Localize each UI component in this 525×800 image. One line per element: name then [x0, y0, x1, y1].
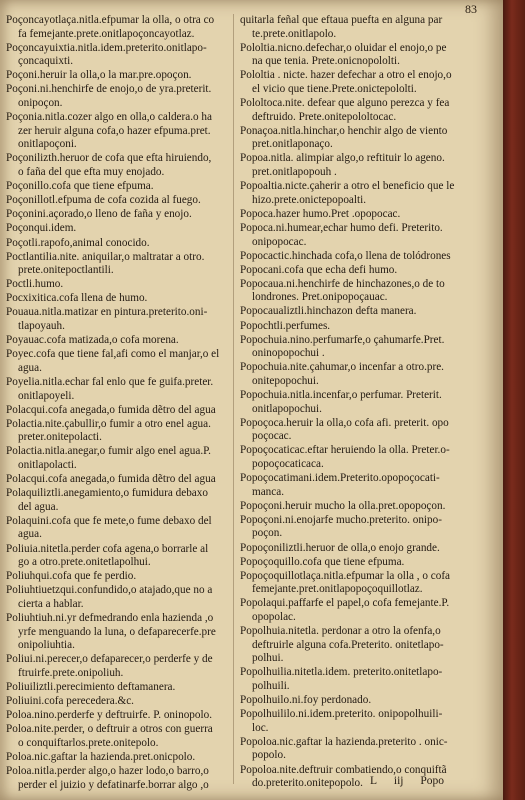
entry-continuation: polhuili. — [252, 680, 290, 692]
dictionary-entry — [240, 14, 502, 41]
entry-continuation: opopolac. — [252, 611, 296, 624]
dictionary-entry — [240, 444, 502, 471]
dictionary-entry — [6, 278, 232, 292]
dictionary-entry — [240, 250, 502, 264]
entry-continuation: onitlapolacti. — [18, 459, 77, 471]
entry-headline: Polaquiliztli.anegamiento,o fumidura debaxo — [6, 487, 208, 500]
entry-headline: Popoçocaticac.eftar heruiendo la olla. Preter.o- — [240, 444, 450, 457]
entry-continuation: cierta a hablar. — [18, 597, 84, 610]
dictionary-entry — [240, 542, 502, 556]
dictionary-entry — [6, 348, 232, 375]
entry-continuation: onitepopochui. — [252, 374, 319, 387]
entry-headline: Polaquini.cofa que fe mete,o fume debaxo del — [6, 514, 212, 527]
dictionary-entry — [6, 334, 232, 348]
entry-continuation: el vicio que tiene.Prete.onictepololti. — [252, 82, 417, 95]
dictionary-entry — [240, 417, 502, 444]
entry-headline: Popocactic.hinchada cofa,o llena de tolódrones — [240, 249, 451, 262]
entry-headline: Poloa.nic.gaftar la hazienda.pret.onicpolo. — [6, 750, 196, 763]
entry-headline: Popoçoca.heruir la olla,o cofa afi. preterit. opo — [240, 416, 449, 429]
dictionary-entry — [6, 111, 232, 152]
dictionary-entry — [6, 376, 232, 403]
entry-continuation: pret.onitlapopouh . — [252, 166, 337, 179]
entry-continuation: deftruido. Prete.onitepololtocac. — [252, 110, 397, 123]
entry-continuation: o conquiftarlos.prete.onitepolo. — [18, 736, 159, 749]
entry-continuation: yrfe menguando la luna, o defaparecerfe.pre — [18, 625, 216, 638]
right-column — [240, 14, 502, 791]
dictionary-entry — [6, 695, 232, 709]
dictionary-entry — [6, 584, 232, 611]
dictionary-entry — [6, 292, 232, 306]
entry-headline: Popolaqui.paffarfe el papel,o cofa femejante.P. — [240, 597, 450, 610]
entry-headline: Poyec.cofa que tiene fal,afi como el manjar,o el — [6, 348, 220, 361]
entry-headline: Popochuia.nitla.incenfar,o perfumar. Preterit. — [240, 389, 442, 402]
dictionary-entry — [6, 751, 232, 765]
dictionary-entry — [240, 736, 502, 763]
entry-headline: Poliuini.cofa perecedera.&c. — [6, 695, 134, 708]
entry-continuation: ftruirfe.prete.onipoliuh. — [18, 666, 124, 679]
entry-headline: Poliuiliztli.perecimiento deftamanera. — [6, 681, 176, 693]
entry-continuation: preter.onitepolacti. — [18, 431, 102, 444]
entry-headline: Popochtli.perfumes. — [240, 319, 331, 332]
entry-headline: Poliuhqui.cofa que fe perdio. — [6, 570, 137, 583]
entry-headline: Ponaçoa.nitla.hinchar,o henchir algo de viento — [240, 124, 448, 137]
dictionary-entry — [240, 361, 502, 388]
entry-headline: Popocaua.ni.henchirfe de hinchazones,o de to — [240, 277, 445, 290]
dictionary-entry — [240, 334, 502, 361]
dictionary-entry — [240, 152, 502, 179]
dictionary-entry — [240, 278, 502, 305]
entry-headline: Popolhuilo.ni.foy perdonado. — [240, 694, 372, 707]
entry-headline: Poçoni.ni.henchirfe de enojo,o de yra.preterit. — [6, 83, 212, 96]
entry-continuation: onipoçon. — [18, 97, 63, 110]
dictionary-entry — [240, 97, 502, 124]
entry-continuation: o faña del que efta muy enojado. — [18, 166, 165, 179]
entry-continuation: go a otro.prete.onitetlapolhui. — [18, 556, 151, 569]
dictionary-entry — [240, 208, 502, 222]
entry-headline: Pocxixitica.cofa llena de humo. — [6, 292, 148, 305]
entry-headline: Popoca.hazer humo.Pret .opopocac. — [240, 207, 401, 220]
dictionary-entry — [6, 487, 232, 514]
dictionary-entry — [240, 514, 502, 541]
entry-headline: Pololtia.nicno.defechar,o oluidar el enojo,o pe — [240, 41, 447, 54]
dictionary-entry — [6, 42, 232, 69]
dictionary-entry — [240, 625, 502, 666]
dictionary-entry — [240, 69, 502, 96]
entry-headline: Poloa.nino.perderfe y deftruirfe. P. oninopolo. — [6, 709, 212, 722]
entry-headline: Poctli.humo. — [6, 278, 64, 291]
entry-headline: Popolhuilia.nitetla.idem. preterito.onitetlapo- — [240, 666, 443, 679]
dictionary-entry — [6, 306, 232, 333]
entry-continuation: onipoliuhtia. — [18, 639, 75, 652]
dictionary-entry — [240, 389, 502, 416]
entry-continuation: tlapoyauh. — [18, 320, 65, 333]
entry-headline: Pouaua.nitla.matizar en pintura.preterito.oni- — [6, 306, 208, 319]
entry-headline: Poçonini.açorado,o lleno de faña y enojo. — [6, 208, 192, 221]
entry-headline: Popoçoni.heruir mucho la olla.pret.opopoçon. — [240, 499, 446, 512]
dictionary-entry — [240, 180, 502, 207]
entry-headline: Popochuia.nite.çahumar,o incenfar a otro.pre. — [240, 361, 444, 374]
entry-headline: Popoçoni.ni.enojarfe mucho.preterito. onipo- — [240, 513, 442, 526]
dictionary-entry — [6, 709, 232, 723]
entry-headline: Poçotli.rapofo,animal conocido. — [6, 236, 150, 249]
entry-headline: Poloa.nite.perder, o deftruir a otros con guerra — [6, 723, 213, 736]
entry-headline: Poçonilizth.heruor de cofa que efta hiruiendo, — [6, 152, 212, 165]
dictionary-entry — [240, 666, 502, 693]
dictionary-entry — [6, 515, 232, 542]
entry-headline: quitarla feñal que eftaua puefta en alguna par — [240, 14, 443, 26]
dictionary-entry — [240, 570, 502, 597]
entry-headline: Popoloa.nic.gaftar la hazienda.preterito . onic- — [240, 735, 448, 748]
entry-headline: Poçoncayotlaça.nitla.efpumar la olla, o otra co — [6, 14, 215, 26]
entry-continuation: çoncaquixti. — [18, 55, 73, 68]
dictionary-entry — [240, 264, 502, 278]
dictionary-entry — [240, 597, 502, 624]
entry-headline: Popocaualiztli.hinchazon defta manera. — [240, 305, 417, 318]
entry-headline: Poçonillotl.efpuma de cofa cozida al fuego. — [6, 194, 201, 207]
dictionary-entry — [240, 556, 502, 570]
dictionary-entry — [6, 180, 232, 194]
page-footer — [370, 775, 500, 787]
entry-headline: Poctlantilia.nite. aniquilar,o maltratar a otro. — [6, 250, 205, 263]
entry-headline: Poçonillo.cofa que tiene efpuma. — [6, 180, 154, 193]
entry-continuation: oninopopochui . — [252, 347, 325, 360]
dictionary-entry — [6, 14, 232, 41]
entry-continuation: hizo.prete.onictepopoalti. — [252, 193, 367, 206]
entry-continuation: perder el juizio y defatinarfe.borrar algo ,o — [18, 778, 209, 791]
entry-headline: Popoçoquillo.cofa que tiene efpuma. — [240, 555, 405, 568]
entry-headline: Poloa.nitla.perder algo,o hazer lodo,o barro,o — [6, 765, 209, 778]
entry-continuation: fa femejante.prete.onitlapoçoncayotlaz. — [18, 27, 195, 40]
entry-headline: Popoaltia.nicte.çaherir a otro el beneficio que le — [240, 180, 455, 193]
entry-headline: Polacqui.cofa anegada,o fumida dẽtro del agua — [6, 403, 216, 416]
entry-continuation: deftruirle alguna cofa.Preterito. onitetlapo- — [252, 638, 444, 651]
page-number: 83 — [465, 2, 477, 16]
dictionary-entry — [6, 69, 232, 83]
dictionary-entry — [6, 237, 232, 251]
entry-headline: Poçonqui.idem. — [6, 222, 77, 235]
entry-headline: Popoloa.nite.deftruir combatiendo,o conquiftã — [240, 763, 447, 776]
dictionary-entry — [6, 208, 232, 222]
entry-continuation: agua. — [18, 361, 42, 374]
dictionary-entry — [240, 500, 502, 514]
left-column — [6, 14, 232, 793]
entry-continuation: do.preterito.onitepopolo. — [252, 777, 363, 790]
entry-headline: Popolhuililo.ni.idem.preterito. onipopolhuili- — [240, 708, 443, 721]
dictionary-entry — [240, 222, 502, 249]
entry-continuation: femejante.pret.onitlapopoçoquillotlaz. — [252, 583, 423, 596]
dictionary-entry — [240, 125, 502, 152]
dictionary-entry — [240, 305, 502, 319]
dictionary-entry — [6, 418, 232, 445]
dictionary-entry — [240, 694, 502, 708]
entry-continuation: manca. — [252, 485, 284, 498]
entry-continuation: popolo. — [252, 749, 286, 762]
dictionary-entry — [6, 653, 232, 680]
dictionary-entry — [6, 473, 232, 487]
dictionary-entry — [240, 708, 502, 735]
entry-headline: Pololtia . nicte. hazer defechar a otro el enojo,o — [240, 69, 452, 82]
dictionary-entry — [6, 222, 232, 236]
dictionary-entry — [6, 152, 232, 179]
entry-headline: Popochuia.nino.perfumarfe,o çahumarfe.Pret. — [240, 333, 445, 346]
entry-headline: Popoçoniliztli.heruor de olla,o enojo grande. — [240, 541, 440, 554]
dictionary-entry — [6, 681, 232, 695]
entry-continuation: popoçocaticaca. — [252, 458, 324, 470]
dictionary-entry — [6, 83, 232, 110]
entry-headline: Popoca.ni.humear,echar humo defi. Preterito. — [240, 221, 443, 234]
entry-headline: Popocani.cofa que echa defi humo. — [240, 263, 398, 276]
dictionary-entry — [240, 320, 502, 334]
catchword: Popo — [420, 775, 445, 787]
entry-continuation: poçocac. — [252, 430, 292, 443]
entry-headline: Popoçoquillotlaça.nitla.efpumar la olla , o cofa — [240, 569, 451, 582]
entry-continuation: del agua. — [18, 500, 59, 513]
entry-continuation: onipopocac. — [252, 235, 307, 248]
entry-headline: Poliuhtiuetzqui.confundido,o atajado,que no a — [6, 584, 213, 597]
entry-headline: Poliui.ni.perecer,o defaparecer,o perderfe y de — [6, 653, 213, 666]
entry-headline: Poçonia.nitla.cozer algo en olla,o caldera.o ha — [6, 111, 212, 124]
book-spine — [503, 0, 525, 800]
dictionary-entry — [6, 194, 232, 208]
entry-continuation: onitlapoyeli. — [18, 389, 75, 402]
dictionary-entry — [6, 404, 232, 418]
entry-headline: Popoçocatimani.idem.Preterito.opopoçocati- — [240, 472, 440, 485]
signature-letter: L — [370, 775, 378, 787]
entry-headline: Poyelia.nitla.echar fal enlo que fe guifa.preter. — [6, 375, 214, 388]
entry-headline: Polactia.nite.çabullir,o fumir a otro enel agua. — [6, 417, 211, 430]
dictionary-entry — [6, 445, 232, 472]
entry-continuation: te.prete.onitlapolo. — [252, 27, 337, 40]
dictionary-entry — [240, 472, 502, 499]
entry-headline: Poliuia.nitetla.perder cofa agena,o borrarle al — [6, 542, 209, 555]
entry-continuation: onitlapopochui. — [252, 402, 322, 415]
entry-continuation: polhui. — [252, 652, 284, 665]
entry-continuation: na que tenia. Prete.onicnopololti. — [252, 55, 400, 68]
entry-headline: Polactia.nitla.anegar,o fumir algo enel agua.P. — [6, 445, 211, 458]
entry-headline: Poliuhtiuh.ni.yr defmedrando enla hazienda ,o — [6, 612, 214, 625]
entry-headline: Popolhuia.nitetla. perdonar a otro la ofenfa,o — [240, 625, 441, 638]
entry-headline: Poyauac.cofa matizada,o cofa morena. — [6, 334, 179, 347]
entry-headline: Poçoncayuixtia.nitla.idem.preterito.onitlapo- — [6, 41, 207, 54]
entry-headline: Popoa.nitla. alimpiar algo,o reftituir lo ageno. — [240, 152, 445, 165]
dictionary-entry — [6, 612, 232, 653]
entry-headline: Polacqui.cofa anegada,o fumida dẽtro del agua — [6, 473, 216, 486]
entry-continuation: loc. — [252, 721, 269, 734]
entry-continuation: zer heruir alguna cofa,o hazer efpuma.pret. — [18, 124, 211, 137]
entry-continuation: agua. — [18, 528, 42, 541]
entry-continuation: onitlapoçoni. — [18, 138, 77, 151]
signature-number: iij — [393, 775, 404, 787]
dictionary-entry — [240, 42, 502, 69]
entry-continuation: poçon. — [252, 527, 283, 540]
dictionary-entry — [6, 543, 232, 570]
entry-continuation: pret.onitlaponaço. — [252, 138, 333, 151]
dictionary-entry — [6, 570, 232, 584]
dictionary-entry — [6, 723, 232, 750]
column-divider — [233, 14, 234, 784]
entry-headline: Poçoni.heruir la olla,o la mar.pre.opoçon. — [6, 69, 192, 82]
dictionary-entry — [6, 765, 232, 792]
entry-headline: Pololtoca.nite. defear que alguno perezca y fea — [240, 97, 450, 110]
entry-continuation: prete.onitepoctlantili. — [18, 264, 114, 277]
entry-continuation: londrones. Pret.onipopoçauac. — [252, 291, 388, 304]
dictionary-entry — [6, 251, 232, 278]
